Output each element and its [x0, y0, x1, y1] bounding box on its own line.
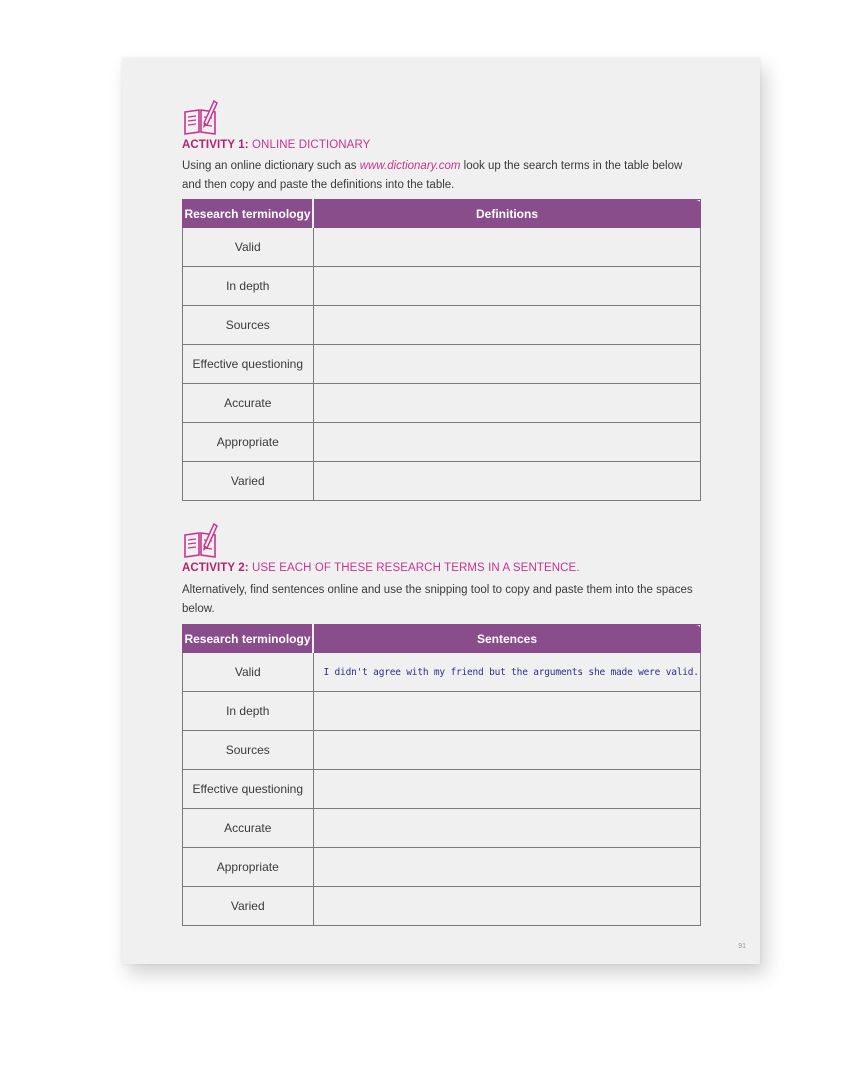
sentence-cell[interactable] — [313, 731, 701, 770]
sentence-cell[interactable]: I didn't agree with my friend but the arguments she made were valid. — [313, 653, 701, 692]
table-row — [183, 692, 701, 731]
table-row — [183, 228, 701, 267]
table-row — [183, 731, 701, 770]
activity1-intro-text: Using an online dictionary such as — [182, 160, 360, 172]
writing-book-icon — [182, 521, 218, 559]
definition-cell[interactable] — [313, 228, 701, 267]
table-row — [183, 423, 701, 462]
column-header-definitions: Definitions — [313, 200, 701, 228]
definition-cell[interactable] — [313, 345, 701, 384]
table-row — [183, 887, 701, 926]
term-cell: Appropriate — [183, 423, 314, 462]
writing-book-icon — [182, 98, 218, 136]
sentence-cell[interactable] — [313, 887, 701, 926]
column-header-terminology: Research terminology — [183, 200, 314, 228]
sentence-cell[interactable] — [313, 692, 701, 731]
sentence-cell[interactable] — [313, 770, 701, 809]
table-row — [183, 770, 701, 809]
term-cell: Sources — [183, 731, 314, 770]
term-cell: Effective questioning — [183, 770, 314, 809]
definitions-table — [182, 199, 701, 501]
activity2-title: USE EACH OF THESE RESEARCH TERMS IN A SENTENCE. — [252, 562, 580, 574]
page-number: 91 — [738, 943, 746, 950]
activity2-number: ACTIVITY 2: — [182, 562, 249, 574]
term-cell: In depth — [183, 267, 314, 306]
activity1-intro — [182, 157, 702, 195]
dictionary-link[interactable]: www.dictionary.com — [359, 160, 461, 172]
term-cell: In depth — [183, 692, 314, 731]
term-cell: Varied — [183, 887, 314, 926]
column-header-sentences: Sentences — [313, 625, 701, 653]
definition-cell[interactable] — [313, 462, 701, 501]
definition-cell[interactable] — [313, 267, 701, 306]
activity1-heading — [182, 139, 370, 151]
activity2-intro: Alternatively, find sentences online and use the snipping tool to copy and paste them into the spaces below. — [182, 584, 693, 615]
workbook-page — [122, 58, 760, 964]
table-row — [183, 848, 701, 887]
table-row — [183, 653, 701, 692]
column-header-terminology: Research terminology — [183, 625, 314, 653]
term-cell: Effective questioning — [183, 345, 314, 384]
definition-cell[interactable] — [313, 384, 701, 423]
table-row — [183, 809, 701, 848]
activity1-number: ACTIVITY 1: — [182, 139, 249, 151]
activity2-heading — [182, 562, 580, 574]
sentence-cell[interactable] — [313, 848, 701, 887]
term-cell: Accurate — [183, 384, 314, 423]
table-row — [183, 267, 701, 306]
term-cell: Valid — [183, 653, 314, 692]
term-cell: Sources — [183, 306, 314, 345]
table-row — [183, 306, 701, 345]
table-row — [183, 384, 701, 423]
term-cell: Accurate — [183, 809, 314, 848]
sentence-cell[interactable] — [313, 809, 701, 848]
definition-cell[interactable] — [313, 306, 701, 345]
table-row — [183, 345, 701, 384]
definition-cell[interactable] — [313, 423, 701, 462]
sentences-table — [182, 624, 701, 926]
term-cell: Valid — [183, 228, 314, 267]
activity1-intro-text-end: look up the search terms in the table below and then copy and paste the definitions into the table. — [182, 160, 683, 191]
term-cell: Appropriate — [183, 848, 314, 887]
activity1-title: ONLINE DICTIONARY — [252, 139, 371, 151]
term-cell: Varied — [183, 462, 314, 501]
table-row — [183, 462, 701, 501]
